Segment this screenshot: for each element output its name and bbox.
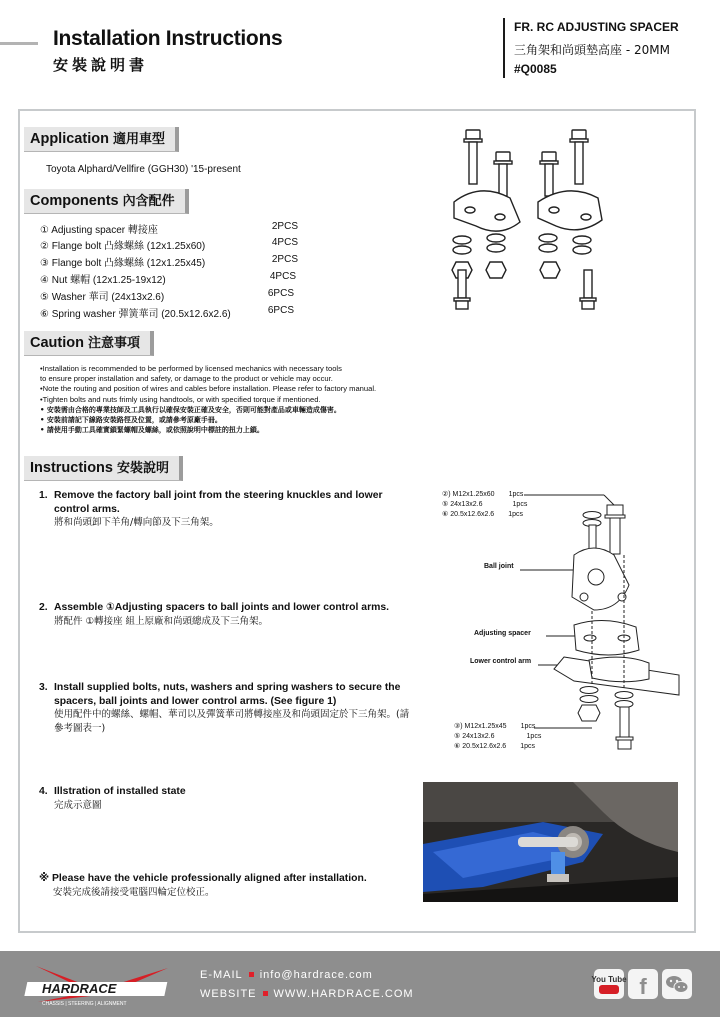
hardrace-logo: [28, 960, 178, 1008]
step-number: 1.: [39, 490, 48, 501]
instructions-heading: [24, 456, 183, 481]
component-qty: 2PCS: [271, 254, 298, 265]
application-heading-en: Application: [30, 131, 109, 147]
step-2: [39, 601, 417, 628]
component-item: ⑤ Washer 華司 (24x13x2.6): [40, 292, 165, 303]
component-item: ⑥ Spring washer 彈簧華司 (20.5x12.6x2.6): [40, 309, 231, 320]
parts-illustration: [440, 122, 620, 312]
caution-line-zh: • 安裝需由合格的專業技師及工具執行以確保安裝正確及安全，否則可能對產品或車輛造成傷害。: [40, 405, 341, 414]
header-divider: [503, 18, 505, 78]
page-subtitle: 安裝說明書: [53, 56, 149, 74]
callout-adjusting-spacer: Adjusting spacer: [474, 630, 531, 637]
note-text-zh: 安裝完成後請接受電腦四輪定位校正。: [53, 886, 215, 898]
caution-heading: [24, 331, 154, 356]
step-text: Install supplied bolts, nuts, washers and spring washers to secure the spacers, ball joints and lower control arms. (See figure 1): [54, 682, 401, 707]
components-heading: [24, 189, 189, 214]
step-text: Assemble ①Adjusting spacers to ball joints and lower control arms.: [54, 602, 390, 613]
step-text-zh: 使用配件中的螺絲、螺帽、華司以及彈簧華司將轉接座及和尚頭固定於下三角架。(請參考圖表一): [54, 709, 410, 734]
flange-bolt-short-icon: [494, 152, 512, 196]
facebook-icon-text: f: [639, 974, 647, 999]
callout-lower-control-arm: Lower control arm: [470, 658, 532, 665]
part-label: ⑥ 20.5x12.6x2.6: [442, 511, 495, 518]
caution-heading-en: Caution: [30, 335, 84, 351]
component-qty: 4PCS: [269, 271, 296, 282]
bullet-square-icon: [249, 972, 254, 977]
product-name-zh: 三角架和尚頭墊高座 - 20MM: [514, 43, 670, 57]
component-qty: 6PCS: [267, 305, 294, 316]
exploded-view-drawing: [424, 485, 679, 775]
step-1: [39, 489, 417, 530]
component-item: ① Adjusting spacer 轉接座: [40, 225, 158, 236]
components-heading-en: Components: [30, 193, 119, 209]
footer-website: [200, 988, 414, 1000]
youtube-icon-text: You Tube: [591, 975, 627, 984]
alignment-note: [39, 872, 417, 899]
caution-line: •Note the routing and position of wires and cables before installation. Please refer to factory manual.: [40, 384, 377, 394]
logo-tagline: CHASSIS | STEERING | ALIGNMENT: [42, 1001, 127, 1007]
instructions-heading-en: Instructions: [30, 460, 113, 476]
part-qty: 1pcs: [520, 723, 536, 730]
component-item: ④ Nut 螺帽 (12x1.25-19x12): [40, 275, 166, 286]
part-label: ⑤ 24x13x2.6: [442, 501, 483, 508]
website-label: WEBSITE: [200, 988, 257, 1000]
components-heading-zh: 內含配件: [122, 194, 175, 209]
flange-bolt-long-icon: [464, 130, 482, 184]
step-3: [39, 681, 417, 735]
facebook-icon[interactable]: [628, 969, 658, 999]
part-label: ⑤ 24x13x2.6: [454, 733, 495, 740]
part-label: ②) M12x1.25x60: [442, 491, 495, 498]
caution-line-zh: • 安裝前請記下線路安裝路徑及位置，或請參考原廠手冊。: [40, 416, 222, 425]
caution-line: to ensure proper installation and safety, or damage to the product or vehicle may occur.: [40, 374, 333, 384]
step-number: 2.: [39, 602, 48, 613]
step-text: Illstration of installed state: [54, 786, 186, 797]
caution-list: [40, 364, 460, 435]
application-vehicle: Toyota Alphard/Vellfire (GGH30) '15-present: [46, 164, 241, 175]
header-rule: [0, 42, 38, 45]
wechat-icon[interactable]: [662, 969, 692, 999]
adjusting-spacer-icon: [454, 191, 520, 231]
step-number: 4.: [39, 786, 48, 797]
caution-line-zh: • 請使用手動工具確實鎖緊螺帽及螺絲，或依照說明中標註的扭力上鎖。: [40, 426, 264, 435]
email-label: E-MAIL: [200, 969, 243, 981]
product-name: FR. RC ADJUSTING SPACER: [514, 20, 679, 34]
part-qty: 1pcs: [526, 733, 542, 740]
logo-brand-text: HARDRACE: [42, 981, 117, 996]
step-number: 3.: [39, 682, 48, 693]
step-text-zh: 完成示意圖: [54, 799, 102, 811]
youtube-icon[interactable]: [591, 969, 627, 999]
application-heading-zh: 適用車型: [112, 132, 165, 147]
footer-email: [200, 969, 373, 981]
part-label: ③) M12x1.25x45: [454, 723, 507, 730]
step-text-zh: 將配件 ①轉接座 組上原廠和尚頭總成及下三角架。: [54, 615, 269, 627]
part-qty: 1pcs: [508, 511, 523, 518]
caution-line: •Installation is recommended to be performed by licensed mechanics with necessary tools: [40, 364, 342, 373]
component-item: ② Flange bolt 凸緣螺絲 (12x1.25x60): [40, 241, 206, 252]
note-text: ※ Please have the vehicle professionally aligned after installation.: [39, 873, 367, 884]
installed-state-photo: [423, 782, 678, 902]
product-code: #Q0085: [514, 62, 557, 76]
callout-ball-joint: Ball joint: [484, 563, 514, 570]
step-4: [39, 785, 417, 812]
step-text-zh: 將和尚頭卸下羊角/轉向節及下三角架。: [54, 517, 219, 528]
component-qty: 6PCS: [267, 288, 294, 299]
component-item: ③ Flange bolt 凸緣螺絲 (12x1.25x45): [40, 258, 206, 269]
website-link[interactable]: WWW.HARDRACE.COM: [273, 988, 414, 1000]
page-title: Installation Instructions: [53, 27, 283, 50]
part-qty: 1pcs: [508, 491, 524, 498]
assembly-diagram: [424, 485, 679, 775]
part-qty: 1pcs: [512, 501, 528, 508]
caution-line: •Tighten bolts and nuts frimly using handtools, or with specified torque if mentioned.: [40, 394, 321, 404]
part-qty: 1pcs: [520, 743, 535, 750]
component-qty: 4PCS: [271, 237, 298, 248]
email-link[interactable]: info@hardrace.com: [259, 969, 373, 981]
application-heading: [24, 127, 179, 152]
step-text: Remove the factory ball joint from the steering knuckles and lower control arms.: [54, 490, 383, 515]
part-label: ⑥ 20.5x12.6x2.6: [454, 743, 507, 750]
instructions-heading-zh: 安裝說明: [116, 461, 169, 476]
caution-heading-zh: 注意事項: [87, 336, 140, 351]
component-qty: 2PCS: [271, 221, 298, 232]
bullet-square-icon: [263, 991, 268, 996]
